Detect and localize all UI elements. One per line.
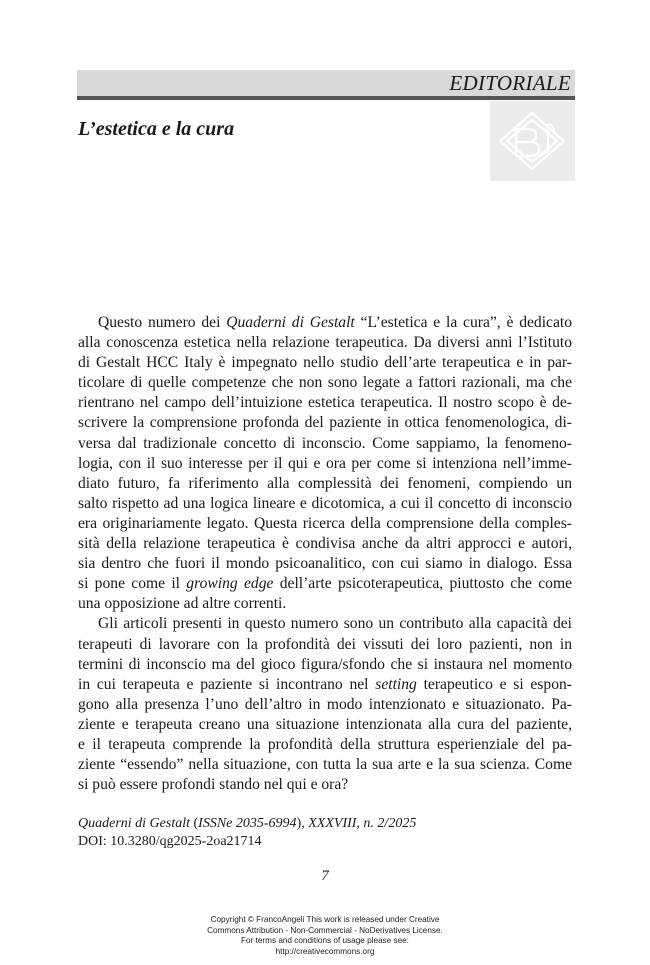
text-line: una opposizione ad altre correnti. bbox=[78, 595, 287, 613]
article-title: L’estetica e la cura bbox=[78, 118, 235, 140]
text-line: ticolare di quelle competenze che non sono legate a fattori razionali, ma che bbox=[78, 374, 572, 392]
text-line: si pone come il growing edge dell’arte psicoterapeutica, piuttosto che come bbox=[78, 575, 573, 593]
text-line: si può essere profondi stando nel qui e ora? bbox=[78, 776, 349, 794]
doi: DOI: 10.3280/qg2025-2oa21714 bbox=[78, 834, 262, 849]
text-line: diato futuro, fa riferimento alla complessità dei fenomeni, compiendo un bbox=[78, 474, 572, 492]
license-line: Copyright © FrancoAngeli This work is released under Creative bbox=[210, 915, 440, 924]
text-line: sità della relazione terapeutica è condivisa anche da altri approcci e autori, bbox=[78, 535, 572, 553]
paragraph bbox=[78, 313, 572, 614]
text-line: scrivere la comprensione profonda del paziente in ottica fenomenologica, di- bbox=[78, 414, 572, 432]
section-header-band bbox=[77, 70, 575, 100]
text-line: salto rispetto ad una logica lineare e dicotomica, a cui il concetto di inconscio bbox=[78, 494, 572, 512]
text-line: logia, con il suo interesse per il qui e ora per come si intenziona nell’imme- bbox=[78, 454, 572, 472]
journal-name: Quaderni di Gestalt bbox=[78, 816, 190, 831]
text-line: di Gestalt HCC Italy è impegnato nello studio dell’arte terapeutica e in par- bbox=[78, 354, 572, 372]
citation-block bbox=[78, 815, 416, 851]
paragraph bbox=[78, 614, 572, 795]
section-label: EDITORIALE bbox=[449, 71, 571, 95]
publisher-logo bbox=[490, 101, 575, 181]
license-line: Commons Attribution - Non-Commercial - NoDerivatives License. bbox=[207, 925, 443, 935]
license-notice bbox=[0, 915, 650, 957]
text-line: alla conoscenza estetica nella relazione terapeutica. Da diversi anni l’Istituto bbox=[78, 334, 572, 352]
article-body bbox=[78, 313, 572, 795]
page-number: 7 bbox=[321, 868, 329, 884]
text-line: sia dentro che fuori il mondo psicoanalitico, con cui siamo in dialogo. Essa bbox=[78, 555, 572, 573]
text-line: Gli articoli presenti in questo numero sono un contributo alla capacità dei bbox=[98, 615, 572, 633]
text-line: era originariamente legato. Questa ricerca della comprensione della comples- bbox=[78, 514, 572, 532]
issue: XXXVIII, n. 2/2025 bbox=[308, 816, 417, 831]
text-line: ziente “essendo” nella situazione, con tutta la sua arte e la sua scienza. Come bbox=[78, 756, 572, 774]
citation-line: Quaderni di Gestalt (ISSNe 2035-6994), XXXVIII, n. 2/2025 bbox=[78, 816, 417, 831]
text-line: terapeuti di lavorare con la profondità dei vissuti dei loro pazienti, non in bbox=[78, 635, 572, 653]
license-line: For terms and conditions of usage please see: bbox=[241, 936, 409, 945]
text-line: gono alla presenza l’uno dell’altro in modo intenzionato e situazionato. Pa- bbox=[78, 695, 572, 713]
text-line: versa dal tradizionale concetto di inconscio. Come sappiamo, la fenomeno- bbox=[78, 434, 572, 452]
text-line: rientrano nel campo dell’intuizione estetica terapeutica. Il nostro scopo è de- bbox=[78, 394, 572, 412]
issn: ISSNe 2035-6994 bbox=[198, 816, 297, 831]
book-stamp-logo-icon bbox=[490, 101, 575, 181]
license-line: http://creativecommons.org bbox=[275, 946, 375, 956]
text-line: Questo numero dei Quaderni di Gestalt “L’estetica e la cura”, è dedicato bbox=[98, 314, 573, 331]
text-line: termini di inconscio ma del gioco figura/sfondo che si instaura nel momento bbox=[78, 655, 572, 673]
text-line: in cui terapeuta e paziente si incontrano nel setting terapeutico e si espon- bbox=[78, 675, 572, 693]
text-line: ziente e terapeuta creano una situazione intenzionata alla cura del paziente, bbox=[78, 715, 572, 733]
text-line: e il terapeuta comprende la profondità della struttura esperienziale del pa- bbox=[78, 735, 572, 753]
